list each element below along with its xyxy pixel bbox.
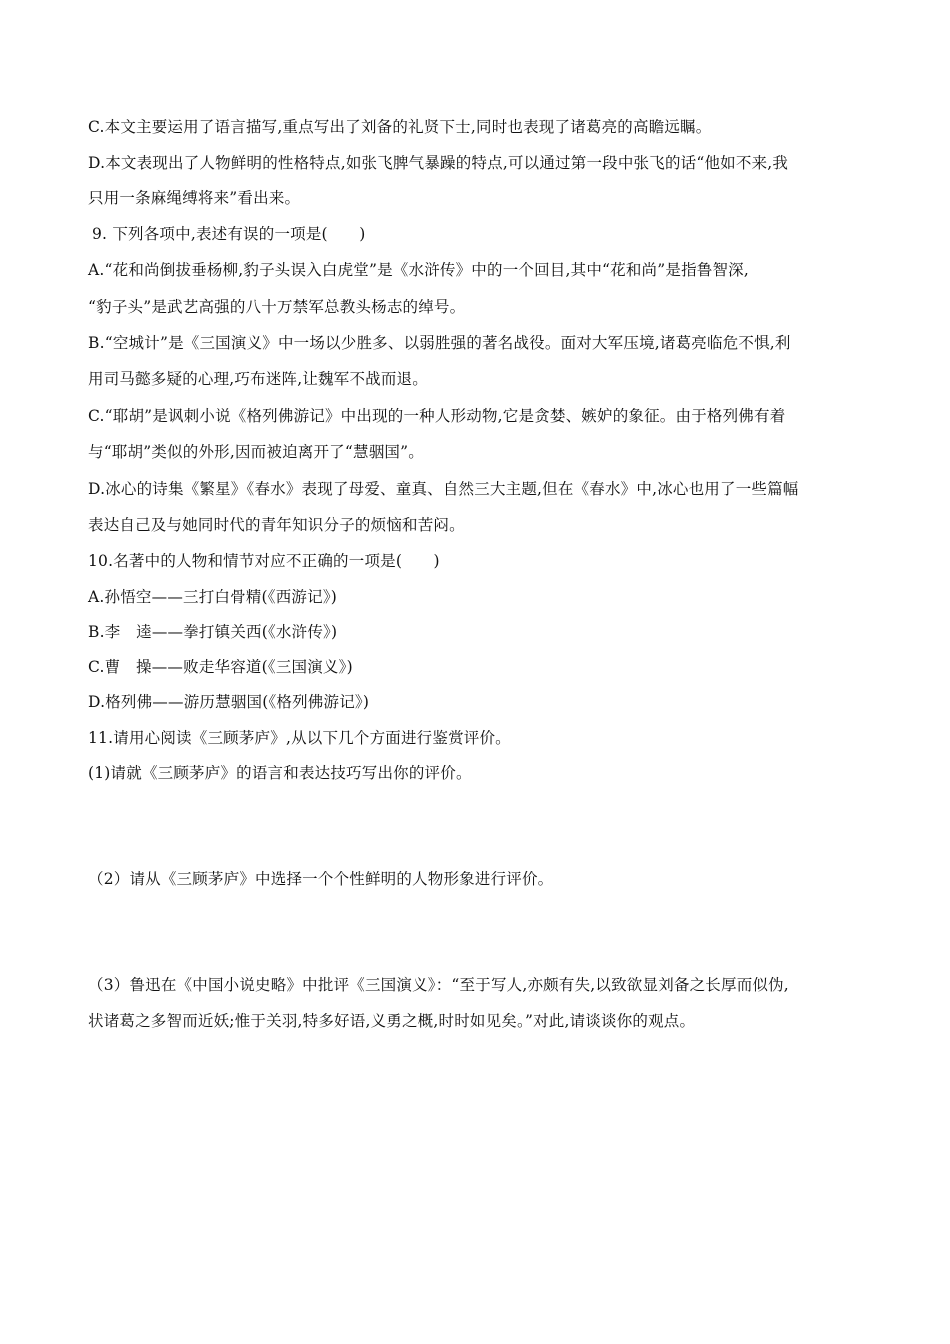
option-a-q9-line1: A.“花和尚倒拔垂杨柳,豹子头误入白虎堂”是《水浒传》中的一个回目,其中“花和尚”是指鲁智深, — [88, 261, 750, 279]
option-c-q8: C.本文主要运用了语言描写,重点写出了刘备的礼贤下士,同时也表现了诸葛亮的高瞻远瞩。 — [88, 118, 712, 136]
option-b-q10: B.李 逵——拳打镇关西(《水浒传》) — [88, 623, 338, 641]
option-d-q9-line1: D.冰心的诗集《繁星》《春水》表现了母爱、童真、自然三大主题,但在《春水》中,冰心也用了一些篇幅 — [88, 480, 799, 498]
question-11-part-2: （2）请从《三顾茅庐》中选择一个个性鲜明的人物形象进行评价。 — [88, 870, 554, 888]
question-10: 10.名著中的人物和情节对应不正确的一项是( ) — [88, 552, 440, 570]
option-b-q9-line1: B.“空城计”是《三国演义》中一场以少胜多、以弱胜强的著名战役。面对大军压境,诸葛亮临危不惧,利 — [88, 334, 791, 352]
option-c-q9-line2: 与“耶胡”类似的外形,因而被迫离开了“慧骃国”。 — [88, 443, 424, 461]
option-d-q8-line1: D.本文表现出了人物鲜明的性格特点,如张飞脾气暴躁的特点,可以通过第一段中张飞的话“他如不来,我 — [88, 154, 789, 172]
question-11: 11.请用心阅读《三顾茅庐》,从以下几个方面进行鉴赏评价。 — [88, 729, 511, 747]
option-d-q8-line2: 只用一条麻绳缚将来”看出来。 — [88, 189, 301, 207]
question-11-part-3-line2: 状诸葛之多智而近妖;惟于关羽,特多好语,义勇之概,时时如见矣。”对此,请谈谈你的观点。 — [88, 1012, 696, 1030]
question-11-part-1: (1)请就《三顾茅庐》的语言和表达技巧写出你的评价。 — [88, 764, 472, 782]
option-a-q10: A.孙悟空——三打白骨精(《西游记》) — [88, 588, 338, 606]
option-b-q9-line2: 用司马懿多疑的心理,巧布迷阵,让魏军不战而退。 — [88, 370, 428, 388]
question-9: 9. 下列各项中,表述有误的一项是( ) — [92, 225, 366, 243]
option-d-q9-line2: 表达自己及与她同时代的青年知识分子的烦恼和苦闷。 — [88, 516, 465, 534]
option-d-q10: D.格列佛——游历慧骃国(《格列佛游记》) — [88, 693, 370, 711]
option-c-q10: C.曹 操——败走华容道(《三国演义》) — [88, 658, 353, 676]
option-c-q9-line1: C.“耶胡”是讽刺小说《格列佛游记》中出现的一种人形动物,它是贪婪、嫉妒的象征。由于格列佛有着 — [88, 407, 786, 425]
question-11-part-3-line1: （3）鲁迅在《中国小说史略》中批评《三国演义》：“至于写人,亦颇有失,以致欲显刘备之长厚而似伪, — [88, 976, 789, 994]
option-a-q9-line2: “豹子头”是武艺高强的八十万禁军总教头杨志的绰号。 — [88, 298, 466, 316]
